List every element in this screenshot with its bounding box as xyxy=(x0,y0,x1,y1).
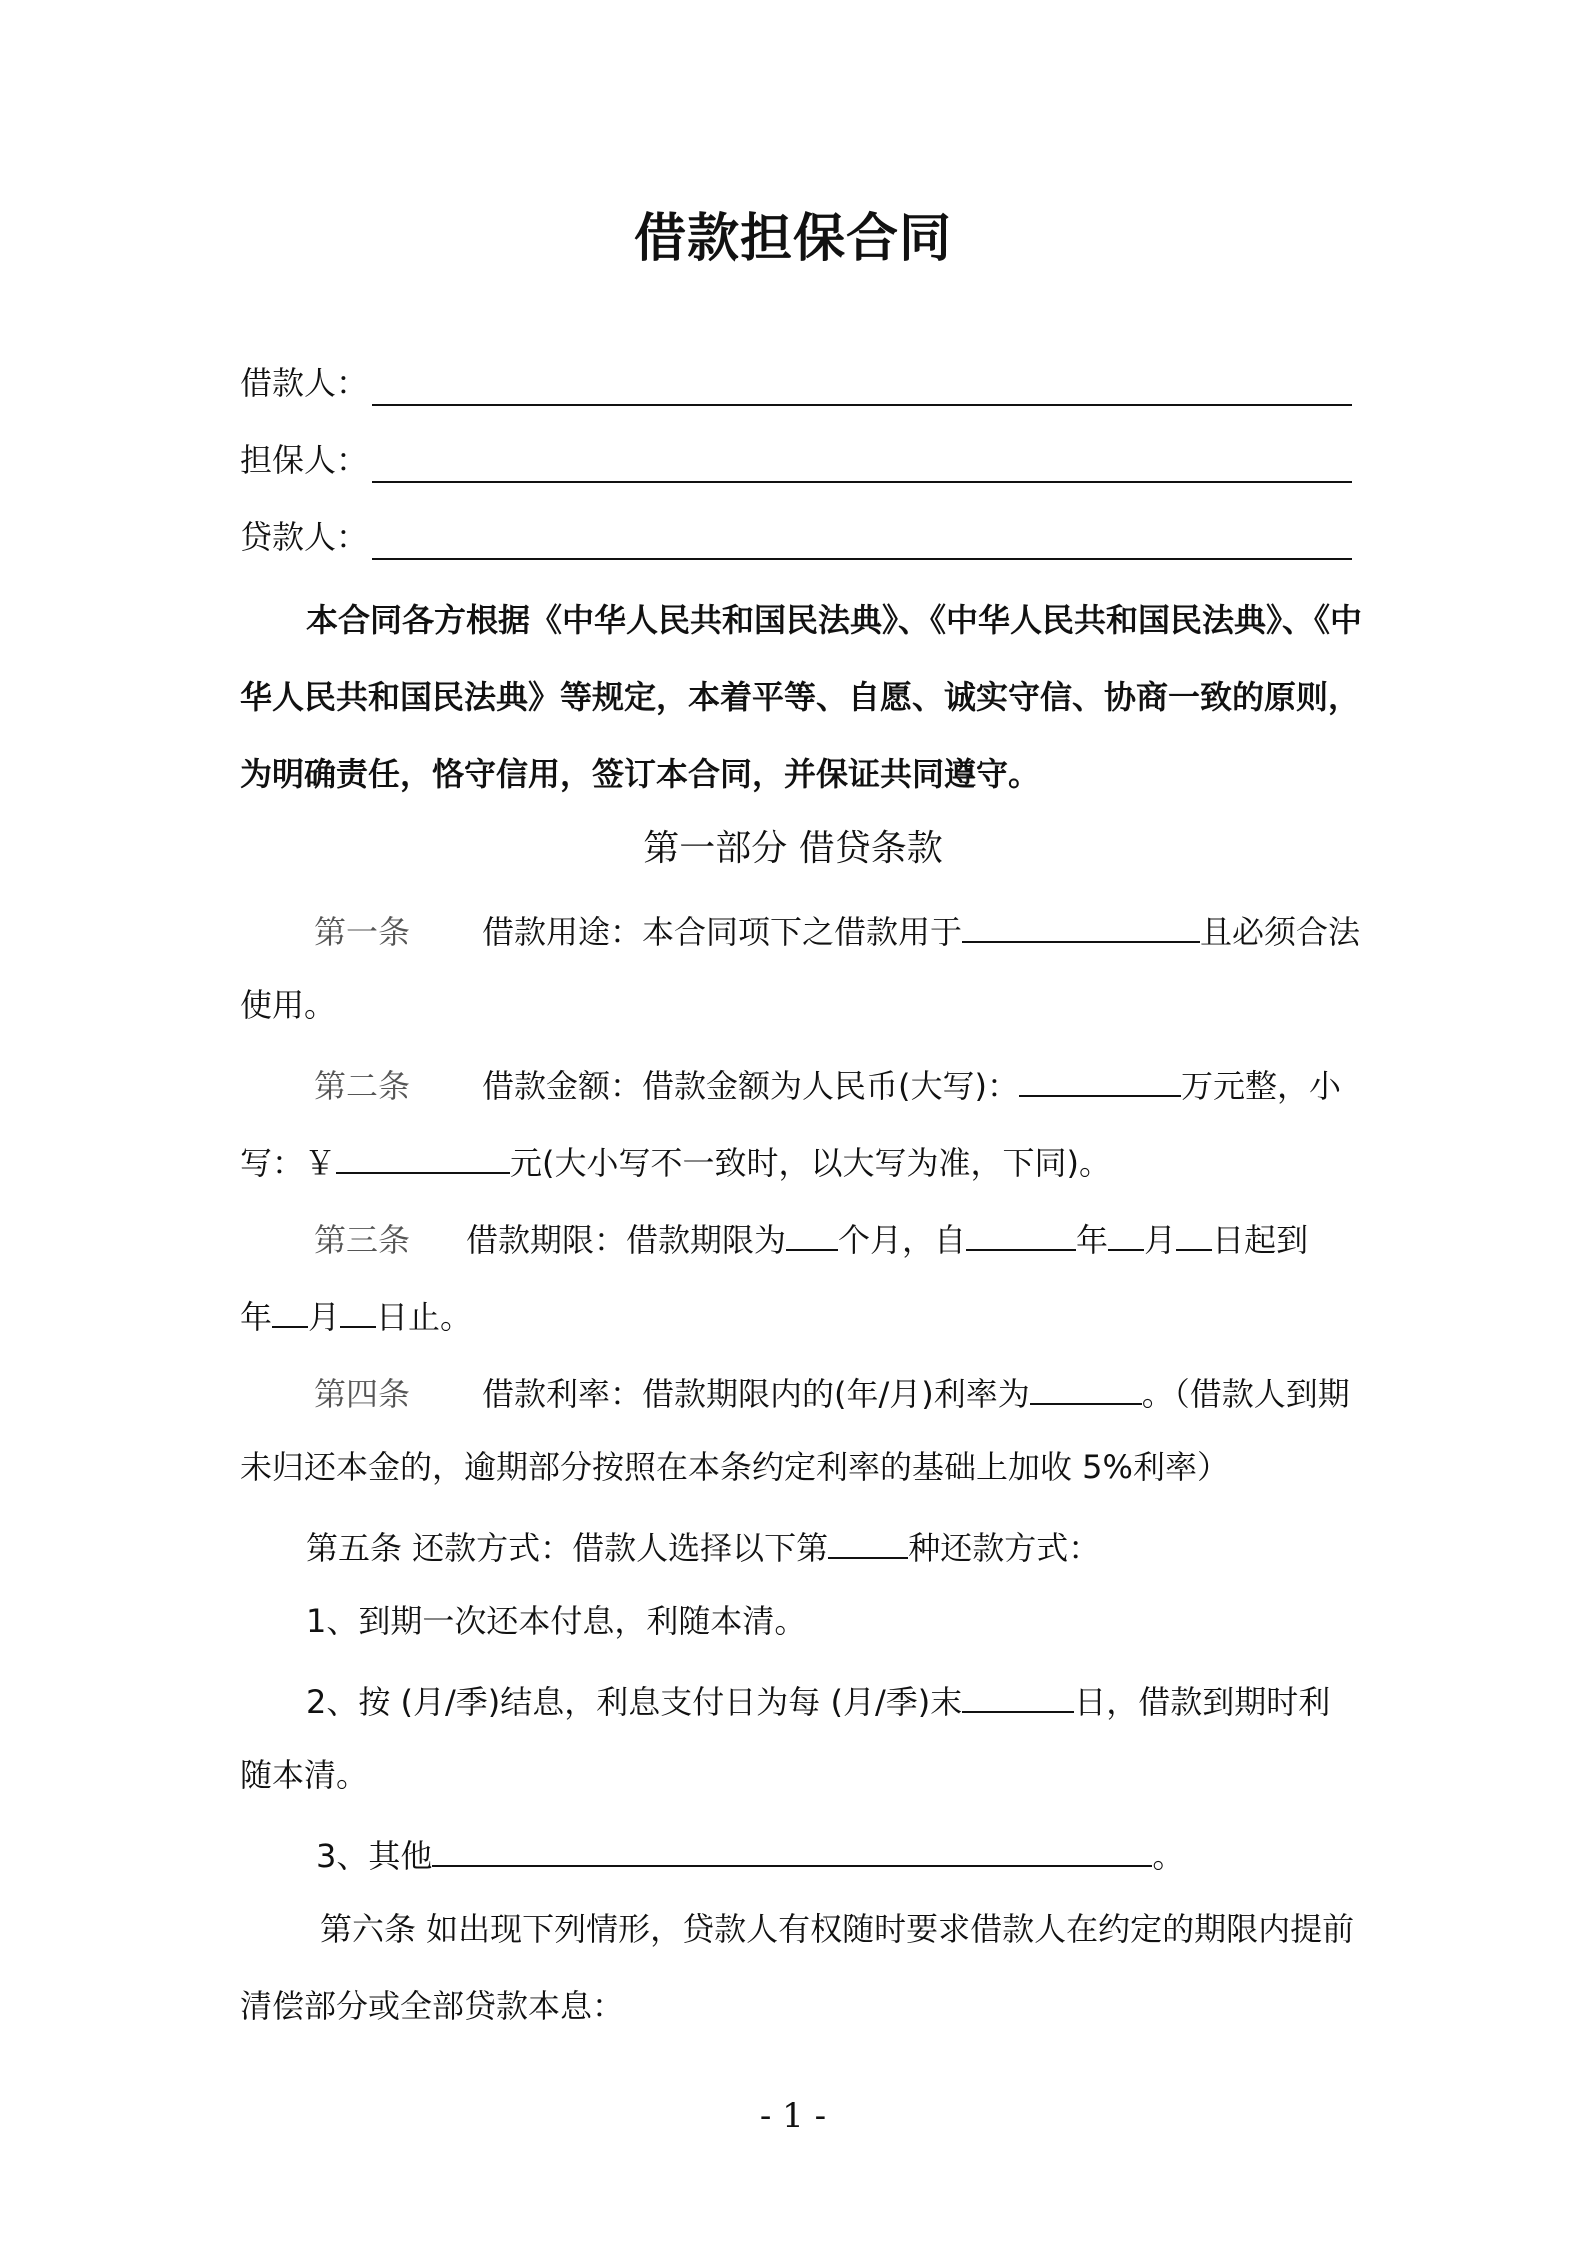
article-3-text-f: 年 xyxy=(240,1298,273,1336)
article-3-line-2 xyxy=(240,1290,1350,1340)
repayment-option-2 xyxy=(306,1675,1350,1725)
lender-field[interactable] xyxy=(372,558,1352,560)
article-2-text-d: 元(大小写不一致时，以大写为准，下同)。 xyxy=(510,1144,1111,1182)
article-5-text-b: 种还款方式： xyxy=(908,1529,1101,1567)
part-one-heading: 第一部分 借贷条款 xyxy=(643,828,943,869)
article-1-number: 第一条 xyxy=(314,913,411,951)
article-2-line-1 xyxy=(314,1059,1350,1109)
article-2-text-a: 借款金额：借款金额为人民币(大写)： xyxy=(482,1067,1019,1105)
article-2-line-2 xyxy=(240,1136,1350,1186)
guarantor-row xyxy=(240,437,1350,483)
interest-rate-blank[interactable] xyxy=(1030,1367,1142,1405)
preamble-line-2: 华人民共和国民法典》等规定，本着平等、自愿、诚实守信、协商一致的原则， xyxy=(240,678,1361,716)
article-3-text-d: 月 xyxy=(1144,1221,1177,1259)
repayment-option-1: 1、到期一次还本付息，利随本清。 xyxy=(306,1602,807,1640)
page-number: - 1 - xyxy=(759,2096,827,2136)
article-6-line-1: 第六条 如出现下列情形，贷款人有权随时要求借款人在约定的期限内提前 xyxy=(320,1910,1355,1948)
option-2-text-a: 2、按 (月/季)结息，利息支付日为每 (月/季)末 xyxy=(306,1683,963,1721)
start-day-blank[interactable] xyxy=(1176,1213,1212,1251)
article-3-text-c: 年 xyxy=(1076,1221,1109,1259)
document-title: 借款担保合同 xyxy=(633,209,952,269)
borrower-field[interactable] xyxy=(372,404,1352,406)
repayment-option-3 xyxy=(316,1829,1350,1879)
end-month-blank[interactable] xyxy=(272,1290,308,1328)
start-year-blank[interactable] xyxy=(966,1213,1076,1251)
option-3-text-a: 3、其他 xyxy=(316,1837,433,1875)
preamble-line-1: 本合同各方根据《中华人民共和国民法典》、《中华人民共和国民法典》、《中 xyxy=(306,601,1363,639)
guarantor-label: 担保人： xyxy=(240,441,369,479)
interest-day-blank[interactable] xyxy=(962,1675,1074,1713)
amount-uppercase-blank[interactable] xyxy=(1019,1059,1181,1097)
article-2-text-c: 写：￥ xyxy=(240,1144,337,1182)
article-4-line-1 xyxy=(314,1367,1350,1417)
borrower-row xyxy=(240,360,1350,406)
article-4-number: 第四条 xyxy=(314,1375,411,1413)
lender-label: 贷款人： xyxy=(240,518,369,556)
repayment-option-2-cont: 随本清。 xyxy=(240,1756,369,1794)
article-5-line-1 xyxy=(306,1521,1350,1571)
option-2-text-b: 日，借款到期时利 xyxy=(1074,1683,1331,1721)
amount-lowercase-blank[interactable] xyxy=(336,1136,510,1174)
guarantor-field[interactable] xyxy=(372,481,1352,483)
article-3-line-1 xyxy=(314,1213,1350,1263)
article-3-text-a: 借款期限：借款期限为 xyxy=(466,1221,787,1259)
repayment-option-blank[interactable] xyxy=(828,1521,908,1559)
preamble-line-3: 为明确责任，恪守信用，签订本合同，并保证共同遵守。 xyxy=(240,755,1041,793)
lender-row xyxy=(240,514,1350,560)
article-2-text-b: 万元整，小 xyxy=(1181,1067,1342,1105)
article-1-line-2: 使用。 xyxy=(240,986,337,1024)
article-5-text-a: 第五条 还款方式：借款人选择以下第 xyxy=(306,1529,829,1567)
article-4-line-2: 未归还本金的，逾期部分按照在本条约定利率的基础上加收 5%利率） xyxy=(240,1448,1229,1486)
other-option-blank[interactable] xyxy=(432,1829,1152,1867)
article-1-text-a: 借款用途：本合同项下之借款用于 xyxy=(482,913,963,951)
borrower-label: 借款人： xyxy=(240,364,369,402)
start-month-blank[interactable] xyxy=(1108,1213,1144,1251)
article-1-text-b: 且必须合法 xyxy=(1200,913,1361,951)
article-3-text-e: 日起到 xyxy=(1212,1221,1309,1259)
article-4-text-a: 借款利率：借款期限内的(年/月)利率为 xyxy=(482,1375,1030,1413)
article-6-line-2: 清偿部分或全部贷款本息： xyxy=(240,1987,625,2025)
article-3-text-g: 月 xyxy=(308,1298,341,1336)
purpose-blank[interactable] xyxy=(962,905,1200,943)
article-2-number: 第二条 xyxy=(314,1067,411,1105)
article-3-text-h: 日止。 xyxy=(376,1298,473,1336)
article-3-text-b: 个月，自 xyxy=(838,1221,967,1259)
term-months-blank[interactable] xyxy=(786,1213,838,1251)
article-3-number: 第三条 xyxy=(314,1221,411,1259)
article-1-line-1 xyxy=(314,905,1361,955)
option-3-text-b: 。 xyxy=(1152,1837,1185,1875)
end-day-blank[interactable] xyxy=(340,1290,376,1328)
article-4-text-b: 。（借款人到期 xyxy=(1141,1375,1350,1413)
